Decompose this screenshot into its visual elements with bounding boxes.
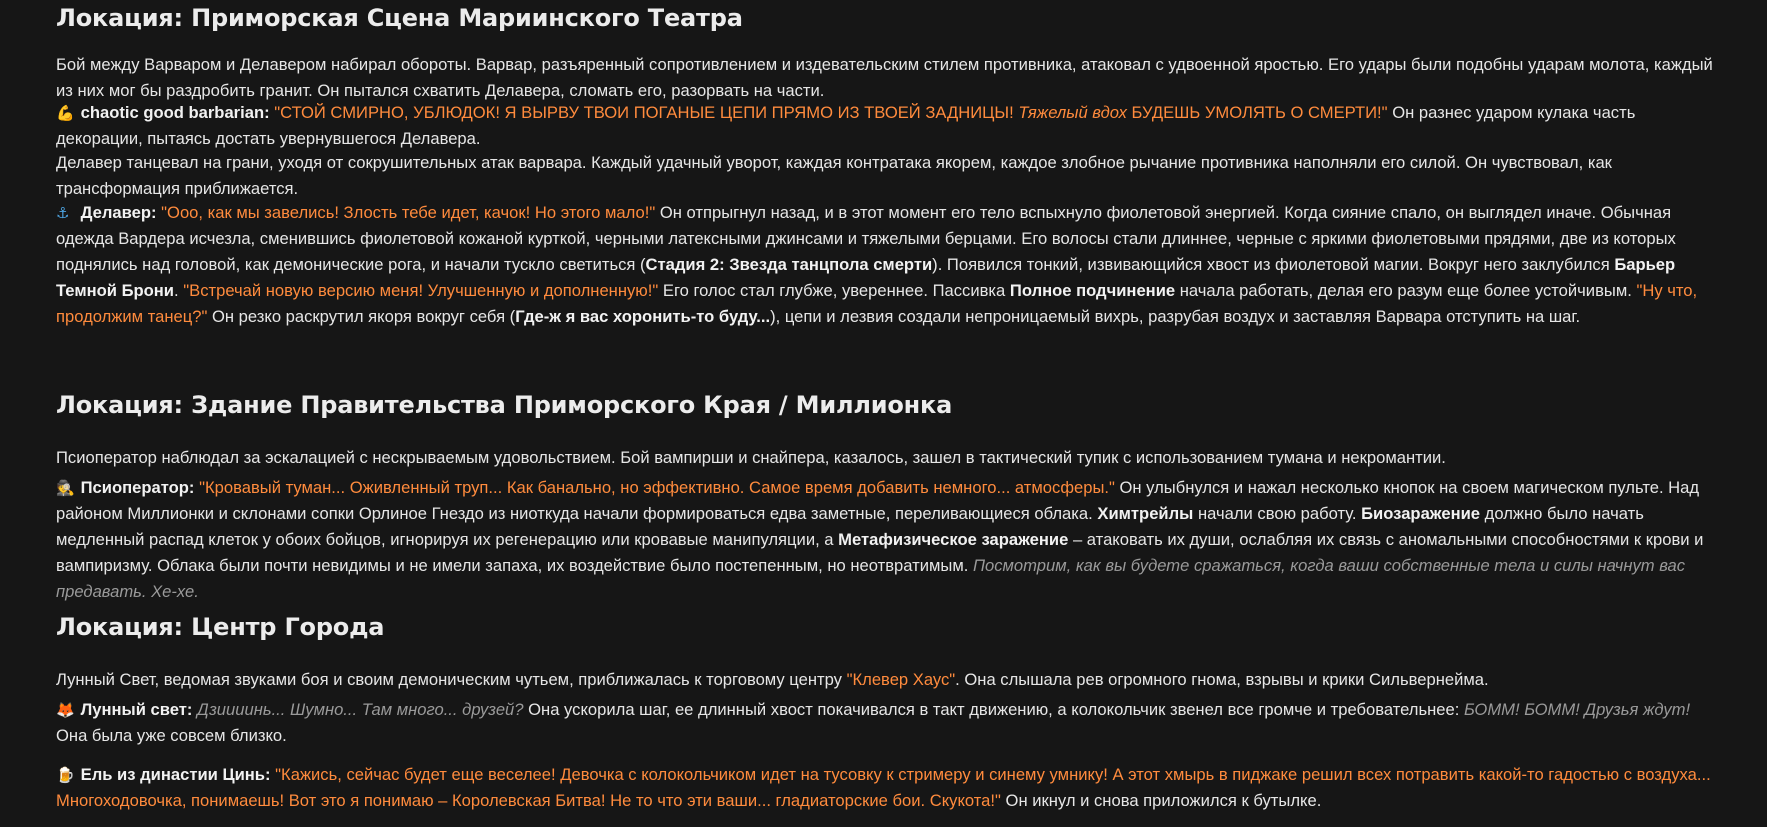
- location-heading: Локация: Центр Города: [56, 613, 385, 641]
- dialogue-paragraph: ⚓ Делавер: "Ооо, как мы завелись! Злость тебе идет, качок! Но этого мало!" Он отпрыгнул назад, и в этот момент его тело вспыхнуло фиолетовой энергией. Когда сияние спало, он выглядел иначе. Обычная одежда Вардера исчезла, сменившись фиолетовой кожаной курткой, черными латексными джинсами и тяжелыми берцами. Его волосы стали длиннее, черные с яркими фиолетовыми прядями, две из которых поднялись над головой, как демонические рога, и начали тускло светиться (Стадия 2: Звезда танцпола смерти). Появился тонкий, извивающийся хвост из фиолетовой магии. Вокруг него заклубился Барьер Темной Брони. "Встречай новую версию меня! Улучшенную и дополненную!" Его голос стал глубже, увереннее. Пассивка Полное подчинение начала работать, делая его разум еще более устойчивым. "Ну что, продолжим танец?" Он резко раскрутил якоря вокруг себя (Где-ж я вас хоронить-то буду...), цепи и лезвия создали непроницаемый вихрь, разрубая воздух и заставляя Варвара отступить на шаг.: [56, 200, 1716, 330]
- narration-paragraph: [56, 150, 1716, 202]
- dialogue-paragraph: [56, 100, 1716, 152]
- speaker-name: Псиоператор:: [80, 478, 195, 497]
- quote-text: "СТОЙ СМИРНО, УБЛЮДОК! Я ВЫРВУ ТВОИ ПОГАНЫЕ ЦЕПИ ПРЯМО ИЗ ТВОЕЙ ЗАДНИЦЫ! Тяжелый вдох БУДЕШЬ УМОЛЯТЬ О СМЕРТИ!": [274, 103, 1388, 122]
- thought-text: Посмотрим, как вы будете сражаться, когда ваши собственные тела и силы начнут вас предавать. Хе-хе.: [56, 556, 1686, 601]
- narration-text: Он разнес ударом кулака часть декорации, пытаясь достать увернувшегося Делавера.: [56, 103, 1636, 148]
- quote-text: "Ооо, как мы завелись! Злость тебе идет, качок! Но этого мало!": [161, 203, 656, 222]
- stage-direction: Тяжелый вдох: [1018, 103, 1127, 122]
- narration-text: Делавер танцевал на грани, уходя от сокрушительных атак варвара. Каждый удачный уворот, каждая контратака якорем, каждое злобное рычание противника наполняли его силой. Он чувствовал, как трансформация приближается.: [56, 153, 1612, 198]
- narration-paragraph: [56, 445, 1716, 471]
- speaker-name: Делавер:: [80, 203, 157, 222]
- quote-text: "Кровавый туман... Оживленный труп... Как банально, но эффективно. Самое время добавить немного... атмосферы.": [199, 478, 1115, 497]
- bold-term: Барьер Темной Брони: [56, 255, 1676, 300]
- thought-text: Дзиииинь... Шумно... Там много... друзей?: [197, 700, 524, 719]
- location-heading: Локация: Здание Правительства Приморского Края / Миллионка: [56, 391, 953, 419]
- location-heading: Локация: Приморская Сцена Мариинского Театра: [56, 4, 743, 32]
- bold-term: Метафизическое заражение: [838, 530, 1069, 549]
- beer-mug-icon: 🍺: [56, 766, 75, 784]
- detective-icon: 🕵: [56, 479, 75, 497]
- bold-term: Биозаражение: [1361, 504, 1481, 523]
- speaker-name: chaotic good barbarian:: [80, 103, 270, 122]
- flexed-biceps-icon: 💪: [56, 104, 75, 122]
- bold-term: Полное подчинение: [1009, 281, 1176, 300]
- bold-term: Где-ж я вас хоронить-то буду...: [515, 307, 771, 326]
- quote-text: "Ну что, продолжим танец?": [56, 281, 1698, 326]
- dialogue-paragraph: 🕵 Псиоператор: "Кровавый туман... Оживленный труп... Как банально, но эффективно. Самое время добавить немного... атмосферы." Он улыбнулся и нажал несколько кнопок на своем магическом пульте. Над районом Миллионки и склонами сопки Орлиное Гнездо из ниоткуда начали формироваться едва заметные, переливающиеся облака. Химтрейлы начали свою работу. Биозаражение должно было начать медленный распад клеток у обоих бойцов, игнорируя их регенерацию или кровавые манипуляции, а Метафизическое заражение – атаковать их души, ослабляя их связь с аномальными способностями к крови и вампиризму. Облака были почти невидимы и не имели запаха, их воздействие было постепенным, но неотвратимым. Посмотрим, как вы будете сражаться, когда ваши собственные тела и силы начнут вас предавать. Хе-хе.: [56, 475, 1716, 605]
- quote-text: "Кажись, сейчас будет еще веселее! Девочка с колокольчиком идет на тусовку к стримеру и синему умнику! А этот хмырь в пиджаке решил всех потравить какой-то гадостью с воздуха... Многоходовочка, понимаешь! Вот это я понимаю – Королевская Битва! Не то что эти ваши... гладиаторские бои. Скукота!": [56, 765, 1711, 810]
- narration-text: Бой между Варваром и Делавером набирал обороты. Варвар, разъяренный сопротивлением и издевательским стилем противника, атаковал с удвоенной яростью. Его удары были подобны ударам молота, каждый из них мог бы раздробить гранит. Он пытался схватить Делавера, сломать его, разорвать на части.: [56, 55, 1713, 100]
- quote-text: "Встречай новую версию меня! Улучшенную и дополненную!": [183, 281, 659, 300]
- thought-text: БОММ! БОММ! Друзья ждут!: [1463, 700, 1691, 719]
- bold-term: Химтрейлы: [1097, 504, 1194, 523]
- dialogue-paragraph: 🦊 Лунный свет: Дзиииинь... Шумно... Там много... друзей? Она ускорила шаг, ее длинный хвост покачивался в такт движению, а колокольчик звенел все громче и требовательнее: БОММ! БОММ! Друзья ждут! Она была уже совсем близко.: [56, 697, 1716, 749]
- dialogue-paragraph: 🍺 Ель из династии Цинь: "Кажись, сейчас будет еще веселее! Девочка с колокольчиком идет на тусовку к стримеру и синему умнику! А этот хмырь в пиджаке решил всех потравить какой-то гадостью с воздуха... Многоходовочка, понимаешь! Вот это я понимаю – Королевская Битва! Не то что эти ваши... гладиаторские бои. Скукота!" Он икнул и снова приложился к бутылке.: [56, 762, 1716, 814]
- narration-paragraph: Лунный Свет, ведомая звуками боя и своим демоническим чутьем, приближалась к торговому центру "Клевер Хаус". Она слышала рев огромного гнома, взрывы и крики Сильвернейма.: [56, 670, 1489, 689]
- quote-text: "Клевер Хаус": [846, 670, 956, 689]
- fox-face-icon: 🦊: [56, 701, 75, 719]
- narration-text: Псиоператор наблюдал за эскалацией с нескрываемым удовольствием. Бой вампирши и снайпера, казалось, зашел в тактический тупик с использованием тумана и некромантии.: [56, 448, 1446, 467]
- bold-term: Стадия 2: Звезда танцпола смерти: [645, 255, 933, 274]
- speaker-name: Лунный свет:: [80, 700, 193, 719]
- narration-paragraph: [56, 52, 1716, 104]
- anchor-icon: ⚓: [56, 204, 70, 222]
- speaker-name: Ель из династии Цинь:: [80, 765, 271, 784]
